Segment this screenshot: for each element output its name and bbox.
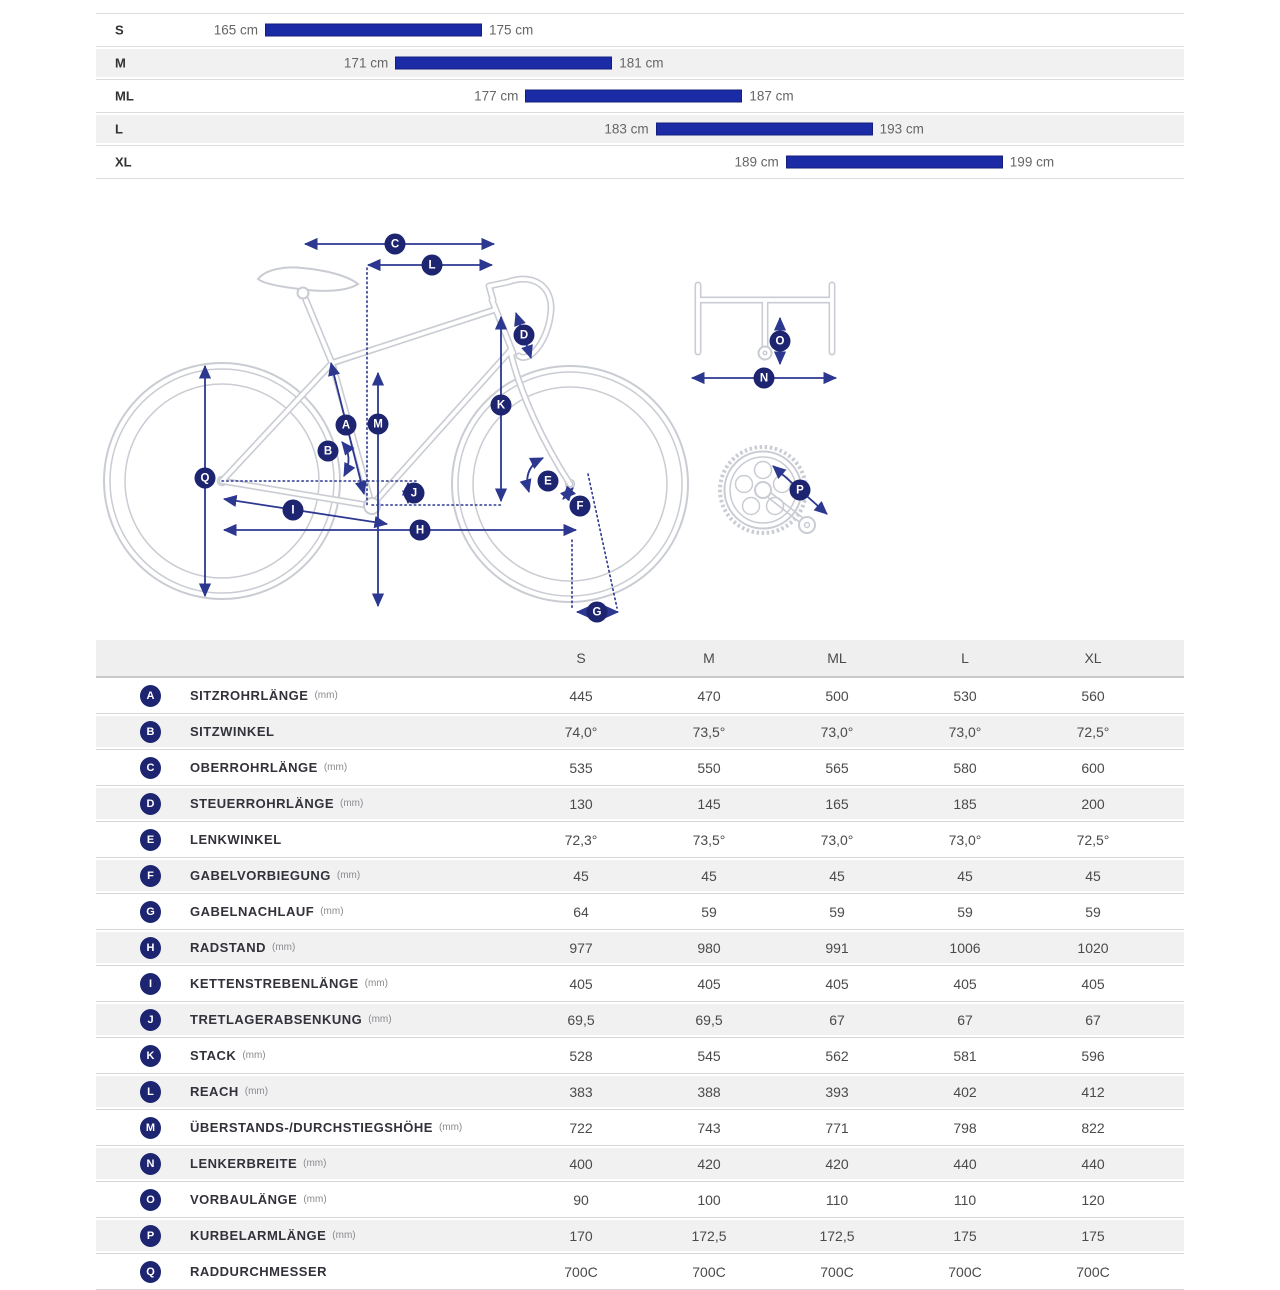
cell-value: 45 <box>573 867 589 884</box>
row-unit: (mm) <box>303 1194 327 1205</box>
size-label: ML <box>115 88 134 104</box>
row-unit: (mm) <box>271 942 296 953</box>
cell-value: 170 <box>569 1227 593 1244</box>
row-label: REACH <box>190 1084 239 1099</box>
cell-value: 165 <box>825 795 849 812</box>
cell-value: 562 <box>825 1047 849 1064</box>
cell-value: 172,5 <box>819 1227 855 1244</box>
range-max-label: 187 cm <box>749 88 794 104</box>
range-min-label: 171 cm <box>343 55 389 71</box>
range-min-label: 165 cm <box>213 22 258 38</box>
cell-value: 110 <box>953 1191 977 1208</box>
row-letter-badge: Q <box>140 1261 161 1283</box>
svg-text:G: G <box>592 606 602 619</box>
cell-value: 185 <box>953 795 977 812</box>
row-letter-badge: M <box>140 1117 161 1139</box>
diagram-badge-P <box>790 480 811 501</box>
svg-text:J: J <box>410 487 418 500</box>
cell-value: 383 <box>569 1083 593 1100</box>
size-label: L <box>115 121 123 137</box>
cell-value: 73,5° <box>692 831 726 848</box>
cell-value: 175 <box>1081 1227 1105 1244</box>
cell-value: 45 <box>957 867 973 884</box>
cell-value: 172,5 <box>691 1227 727 1244</box>
cell-value: 500 <box>825 687 849 704</box>
table-row <box>96 714 1184 750</box>
row-unit: (mm) <box>323 762 348 773</box>
range-max-label: 199 cm <box>1009 154 1055 170</box>
range-max-label: 175 cm <box>489 22 534 38</box>
row-letter-badge: B <box>140 721 161 743</box>
cell-value: 59 <box>957 903 973 920</box>
geometry-table-header <box>96 640 1184 678</box>
row-letter-badge: D <box>140 793 161 815</box>
cell-value: 72,5° <box>1076 831 1110 848</box>
row-label-cell <box>96 1153 517 1175</box>
row-label-cell <box>96 721 517 743</box>
svg-text:C: C <box>390 238 400 251</box>
row-label: STEUERROHRLÄNGE <box>190 796 335 811</box>
cell-value: 73,0° <box>820 831 854 848</box>
cell-value: 440 <box>1081 1155 1105 1172</box>
range-bar <box>786 156 1003 169</box>
row-letter-badge: J <box>140 1009 161 1031</box>
svg-text:L: L <box>428 259 436 272</box>
table-row <box>96 1002 1184 1038</box>
cell-value: 59 <box>829 903 845 920</box>
size-row <box>96 146 1184 179</box>
row-letter-badge: H <box>140 937 161 959</box>
cell-value: 59 <box>701 903 717 920</box>
table-row <box>96 1038 1184 1074</box>
cell-value: 69,5 <box>695 1011 723 1028</box>
row-unit: (mm) <box>320 906 344 917</box>
geometry-table <box>96 640 1184 1290</box>
column-header: S <box>576 650 586 666</box>
cell-value: 72,5° <box>1076 723 1110 740</box>
row-label: VORBAULÄNGE <box>190 1192 298 1207</box>
row-label-cell <box>96 1189 517 1211</box>
range-min-label: 183 cm <box>604 121 649 137</box>
row-label: SITZWINKEL <box>190 724 275 739</box>
row-letter-badge: I <box>140 973 161 995</box>
cell-value: 72,3° <box>564 831 598 848</box>
cell-value: 977 <box>569 939 593 956</box>
range-max-label: 193 cm <box>879 121 924 137</box>
svg-text:B: B <box>323 445 333 458</box>
cell-value: 1020 <box>1077 939 1109 956</box>
row-label-cell <box>96 1225 517 1247</box>
row-label: STACK <box>190 1048 237 1063</box>
svg-text:E: E <box>544 475 552 488</box>
table-row <box>96 1074 1184 1110</box>
row-letter-badge: P <box>140 1225 161 1247</box>
range-min-label: 189 cm <box>734 154 779 170</box>
row-unit: (mm) <box>242 1050 266 1061</box>
diagram-badge-L <box>422 255 443 276</box>
row-label: TRETLAGERABSENKUNG <box>190 1012 363 1027</box>
row-letter-badge: E <box>140 829 161 851</box>
cell-value: 405 <box>569 975 593 992</box>
rider-height-chart <box>96 13 1184 179</box>
cell-value: 405 <box>1081 975 1105 992</box>
size-row <box>96 80 1184 113</box>
cell-value: 771 <box>825 1119 849 1136</box>
table-row <box>96 858 1184 894</box>
cell-value: 120 <box>1081 1191 1105 1208</box>
cell-value: 130 <box>569 795 593 812</box>
diagram-badge-Q <box>195 468 216 489</box>
cell-value: 59 <box>1085 903 1101 920</box>
row-label-cell <box>96 1081 517 1103</box>
cell-value: 545 <box>697 1047 721 1064</box>
cell-value: 175 <box>953 1227 977 1244</box>
cell-value: 110 <box>825 1191 849 1208</box>
svg-text:K: K <box>496 399 506 412</box>
row-label-cell <box>96 901 517 923</box>
cell-value: 73,0° <box>948 723 982 740</box>
size-label: XL <box>115 154 132 170</box>
cell-value: 700C <box>948 1263 982 1280</box>
row-letter-badge: N <box>140 1153 161 1175</box>
cell-value: 405 <box>825 975 849 992</box>
cell-value: 67 <box>829 1011 845 1028</box>
cell-value: 596 <box>1081 1047 1105 1064</box>
row-letter-badge: F <box>140 865 161 887</box>
svg-text:M: M <box>373 418 383 431</box>
diagram-badge-K <box>491 395 512 416</box>
range-max-label: 181 cm <box>619 55 664 71</box>
row-unit: (mm) <box>368 1014 392 1025</box>
svg-text:N: N <box>759 372 769 385</box>
row-label: KETTENSTREBENLÄNGE <box>190 976 359 991</box>
cell-value: 700C <box>1076 1263 1110 1280</box>
cell-value: 200 <box>1081 795 1105 812</box>
cell-value: 402 <box>953 1083 977 1100</box>
column-header: L <box>961 650 969 666</box>
cell-value: 73,0° <box>820 723 854 740</box>
cell-value: 445 <box>569 687 593 704</box>
svg-text:Q: Q <box>200 472 210 485</box>
cell-value: 45 <box>701 867 717 884</box>
row-label: GABELNACHLAUF <box>190 904 315 919</box>
cell-value: 565 <box>825 759 849 776</box>
diagram-badge-B <box>318 441 339 462</box>
table-row <box>96 1146 1184 1182</box>
row-label-cell <box>96 1117 517 1139</box>
diagram-badge-H <box>410 520 431 541</box>
diagram-badge-A <box>336 415 357 436</box>
cell-value: 45 <box>829 867 845 884</box>
diagram-badge-O <box>770 331 791 352</box>
cell-value: 64 <box>573 903 589 920</box>
cell-value: 550 <box>697 759 721 776</box>
row-label: GABELVORBIEGUNG <box>190 868 331 883</box>
size-label: M <box>115 55 126 71</box>
cell-value: 580 <box>953 759 977 776</box>
cell-value: 67 <box>1085 1011 1101 1028</box>
saddle <box>258 267 358 290</box>
size-row <box>96 47 1184 80</box>
row-label: RADSTAND <box>190 940 266 955</box>
table-row <box>96 1182 1184 1218</box>
cell-value: 581 <box>953 1047 977 1064</box>
cell-value: 67 <box>957 1011 973 1028</box>
table-row <box>96 966 1184 1002</box>
cell-value: 1006 <box>949 939 981 956</box>
row-label-cell <box>96 937 517 959</box>
table-row <box>96 678 1184 714</box>
cell-value: 405 <box>697 975 721 992</box>
cell-value: 743 <box>697 1119 721 1136</box>
cell-value: 980 <box>697 939 721 956</box>
cell-value: 530 <box>953 687 977 704</box>
cell-value: 470 <box>697 687 721 704</box>
cell-value: 420 <box>825 1155 849 1172</box>
row-label-cell <box>96 973 517 995</box>
svg-text:F: F <box>576 500 584 513</box>
column-header: M <box>703 650 715 666</box>
cell-value: 420 <box>697 1155 721 1172</box>
range-bar <box>525 90 742 103</box>
diagram-badge-G <box>587 602 608 623</box>
cell-value: 528 <box>569 1047 593 1064</box>
diagram-badge-C <box>385 234 406 255</box>
diagram-badge-N <box>754 368 775 389</box>
row-unit: (mm) <box>340 798 364 809</box>
row-label-cell <box>96 829 517 851</box>
row-letter-badge: C <box>140 757 161 779</box>
svg-text:I: I <box>291 504 295 517</box>
size-row <box>96 14 1184 47</box>
cell-value: 722 <box>569 1119 593 1136</box>
cell-value: 600 <box>1081 759 1105 776</box>
row-letter-badge: A <box>140 685 161 707</box>
cell-value: 100 <box>697 1191 721 1208</box>
cell-value: 73,0° <box>948 831 982 848</box>
diagram-badge-D <box>514 325 535 346</box>
cell-value: 69,5 <box>567 1011 595 1028</box>
row-label-cell <box>96 757 517 779</box>
row-unit: (mm) <box>336 870 361 881</box>
diagram-badge-F <box>570 496 591 517</box>
row-label-cell <box>96 1261 517 1283</box>
column-header: XL <box>1084 650 1102 666</box>
cell-value: 412 <box>1081 1083 1105 1100</box>
row-letter-badge: G <box>140 901 161 923</box>
range-bar <box>656 123 873 136</box>
svg-text:H: H <box>415 524 425 537</box>
table-row <box>96 1254 1184 1290</box>
range-min-label: 177 cm <box>474 88 519 104</box>
cell-value: 45 <box>1085 867 1101 884</box>
cell-value: 73,5° <box>692 723 726 740</box>
cell-value: 560 <box>1081 687 1105 704</box>
row-label-cell <box>96 865 517 887</box>
cell-value: 400 <box>569 1155 593 1172</box>
row-letter-badge: L <box>140 1081 161 1103</box>
row-label-cell <box>96 1045 517 1067</box>
column-header: ML <box>827 650 847 666</box>
cell-value: 388 <box>697 1083 721 1100</box>
table-row <box>96 1110 1184 1146</box>
diagram-badge-J <box>404 483 425 504</box>
table-row <box>96 930 1184 966</box>
svg-text:P: P <box>796 484 804 497</box>
table-row <box>96 822 1184 858</box>
handlebar-top-view <box>759 347 772 360</box>
svg-text:O: O <box>775 335 785 348</box>
row-unit: (mm) <box>314 690 338 701</box>
row-label: LENKERBREITE <box>190 1156 298 1171</box>
size-row <box>96 113 1184 146</box>
row-label-cell <box>96 685 517 707</box>
cell-value: 700C <box>564 1263 598 1280</box>
row-label: RADDURCHMESSER <box>190 1264 328 1279</box>
table-row <box>96 894 1184 930</box>
table-row <box>96 786 1184 822</box>
range-bar <box>395 57 612 70</box>
diagram-badge-M <box>368 414 389 435</box>
geometry-table-body <box>96 678 1184 1290</box>
row-unit: (mm) <box>438 1122 463 1133</box>
cell-value: 145 <box>697 795 721 812</box>
row-unit: (mm) <box>303 1158 327 1169</box>
row-unit: (mm) <box>332 1230 356 1241</box>
seatpost-clamp <box>298 288 309 299</box>
cell-value: 700C <box>692 1263 726 1280</box>
cell-value: 798 <box>953 1119 977 1136</box>
cell-value: 991 <box>825 939 849 956</box>
row-label-cell <box>96 793 517 815</box>
svg-text:D: D <box>519 329 529 342</box>
cell-value: 74,0° <box>564 723 598 740</box>
cell-value: 700C <box>820 1263 854 1280</box>
range-bar <box>265 24 482 37</box>
cell-value: 440 <box>953 1155 977 1172</box>
cell-value: 90 <box>573 1191 589 1208</box>
svg-text:A: A <box>341 419 351 432</box>
cell-value: 822 <box>1081 1119 1105 1136</box>
diagram-badge-I <box>283 500 304 521</box>
row-label: KURBELARMLÄNGE <box>190 1228 327 1243</box>
row-label-cell <box>96 1009 517 1031</box>
row-letter-badge: O <box>140 1189 161 1211</box>
table-row <box>96 750 1184 786</box>
cell-value: 535 <box>569 759 593 776</box>
row-letter-badge: K <box>140 1045 161 1067</box>
row-label: OBERROHRLÄNGE <box>190 760 318 775</box>
table-row <box>96 1218 1184 1254</box>
cell-value: 405 <box>953 975 977 992</box>
row-label: SITZROHRLÄNGE <box>190 688 309 703</box>
diagram-badge-E <box>538 471 559 492</box>
row-label: LENKWINKEL <box>190 832 282 847</box>
row-unit: (mm) <box>244 1086 269 1097</box>
cell-value: 393 <box>825 1083 849 1100</box>
size-label: S <box>115 22 124 38</box>
row-label: ÜBERSTANDS-/DURCHSTIEGSHÖHE <box>190 1120 433 1135</box>
row-unit: (mm) <box>364 978 388 989</box>
bike-geometry-diagram <box>96 222 856 632</box>
